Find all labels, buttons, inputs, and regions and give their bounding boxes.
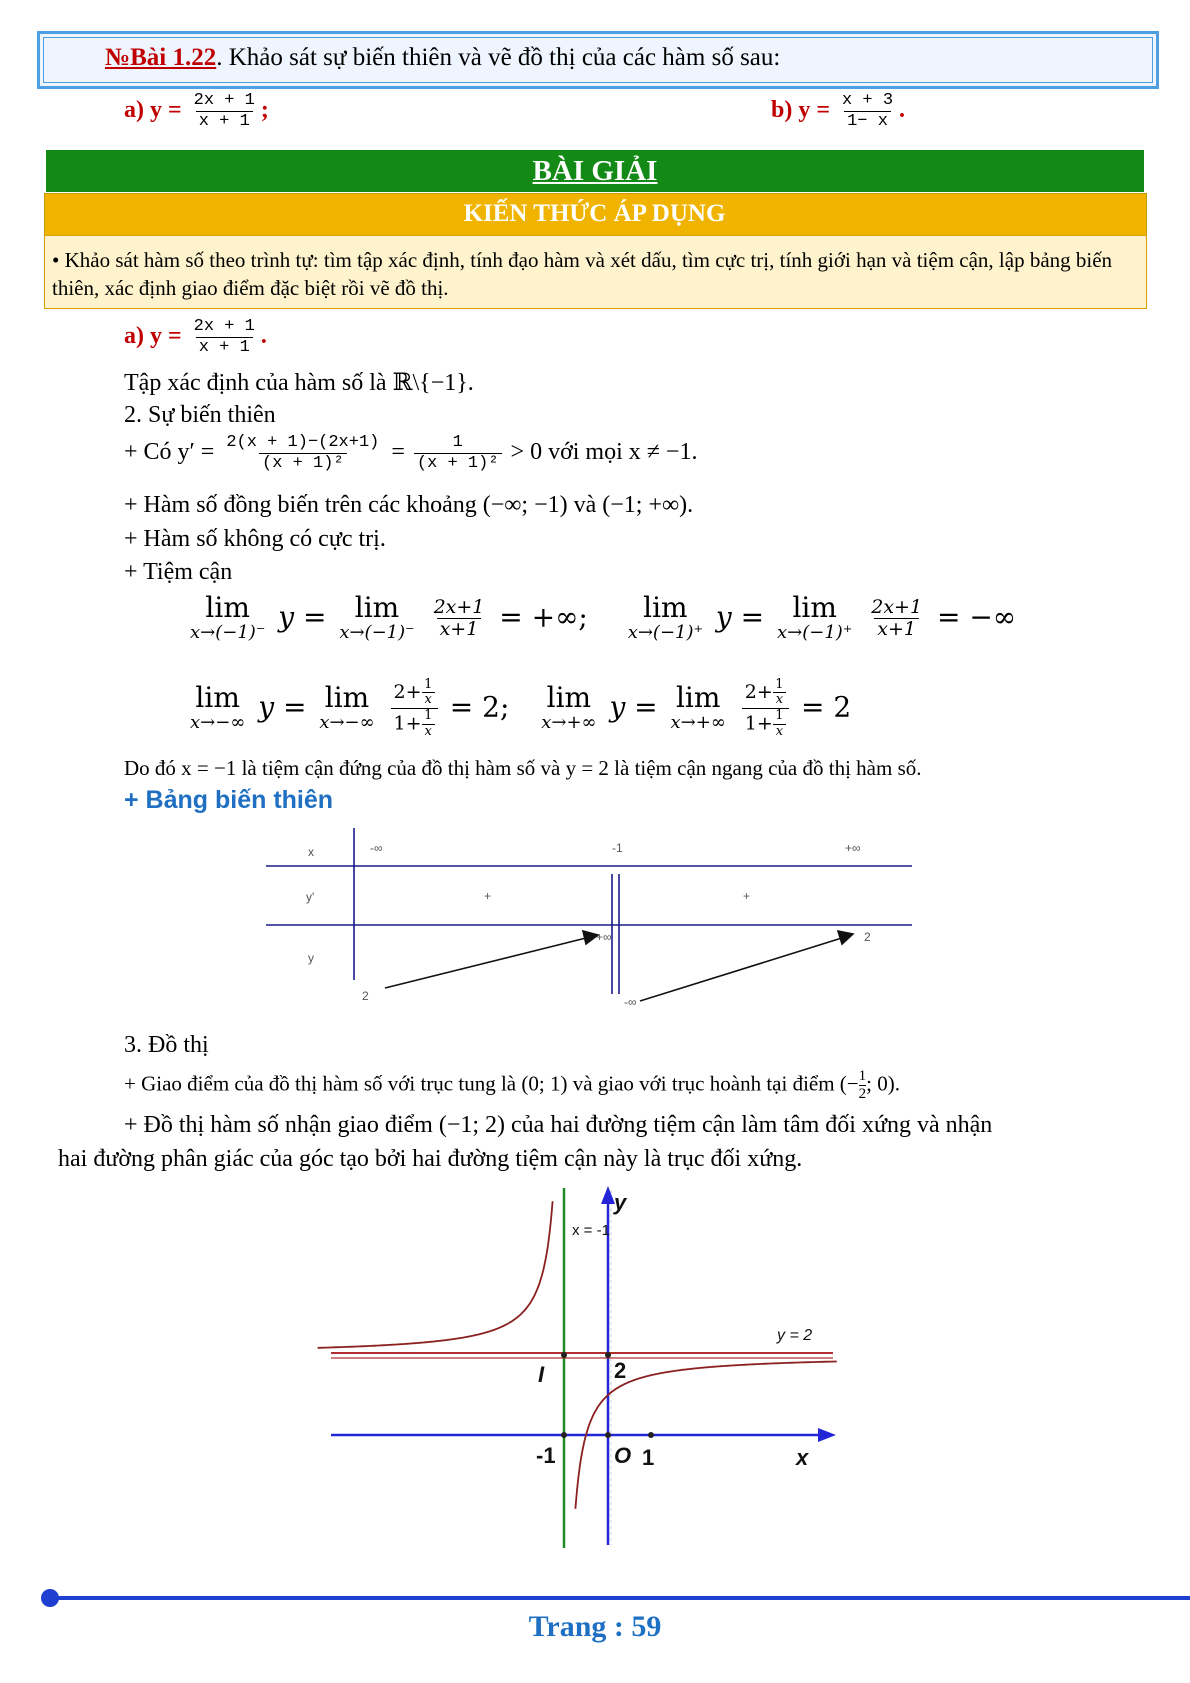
lim-word: lim: [643, 591, 688, 624]
bbt-sign-2: +: [743, 889, 751, 903]
deriv-den: (x + 1)²: [259, 453, 347, 474]
f-num: 2x+1: [433, 595, 485, 618]
symmetry-line-1: + Đồ thị hàm số nhận giao điểm (−1; 2) của hai đường tiệm cận làm tâm đối xứng và nhận: [124, 1112, 993, 1138]
problem-text: . Khảo sát sự biến thiên và vẽ đồ thị của các hàm số sau:: [216, 44, 781, 71]
intersections-post: ; 0).: [866, 1071, 900, 1096]
y-eq: y =: [715, 600, 765, 634]
y-eq: y =: [278, 600, 327, 634]
bbt-x-minf: -∞: [370, 841, 383, 855]
deriv-prefix: + Có y′ =: [124, 439, 215, 466]
bbt-x-pinf: +∞: [845, 841, 861, 855]
domain-line: Tập xác định của hàm số là ℝ\{−1}.: [124, 370, 474, 396]
lim-sub: x→(−1)⁺: [777, 622, 853, 643]
problem-code: №Bài 1.22: [105, 44, 217, 71]
g-frac-den: x: [422, 724, 435, 740]
deriv-eq: =: [391, 439, 405, 466]
lim-sub: x→(−1)⁺: [627, 622, 704, 643]
y-eq: y =: [258, 690, 307, 724]
bbt-y-left-high: +∞: [596, 930, 612, 944]
deriv-num: 2(x + 1)−(2x+1): [226, 433, 380, 452]
label-minus-1: -1: [536, 1443, 556, 1468]
deriv-den2: (x + 1)²: [414, 453, 502, 474]
part-a-den: x + 1: [196, 337, 253, 358]
label-origin: O: [614, 1443, 632, 1468]
g-frac-den: x: [773, 692, 786, 708]
g-frac-den: x: [422, 692, 435, 708]
deriv-suffix: > 0 với mọi x ≠ −1.: [510, 439, 698, 466]
knowledge-title: KIẾN THỨC ÁP DỤNG: [463, 200, 726, 227]
label-1: 1: [642, 1445, 655, 1470]
g-den: 1+: [744, 712, 773, 735]
label-2: 2: [614, 1358, 627, 1383]
lim-sub: x→(−1)⁻: [190, 622, 266, 643]
bbt-x-m1: -1: [612, 841, 623, 855]
problem-b-end: .: [899, 97, 906, 124]
lim-sub: x→(−1)⁻: [339, 622, 415, 643]
y-axis-label: y: [614, 1190, 627, 1215]
symmetry-line-2: hai đường phân giác của góc tạo bởi hai đường tiệm cận này là trục đối xứng.: [58, 1146, 803, 1172]
problem-a-label: a) y =: [124, 97, 182, 124]
part-a-num: 2x + 1: [193, 317, 255, 336]
problem-b-label: b) y =: [771, 97, 831, 124]
knowledge-text: • Khảo sát hàm số theo trình tự: tìm tập xác định, tính đạo hàm và xét dấu, tìm cực trị, tính giới hạn và tiệm cận, lập bảng biến thiên, xác định giao điểm đặc biệt rồi vẽ đồ thị.: [52, 248, 1113, 300]
bbt-title: + Bảng biến thiên: [124, 786, 334, 814]
lim-word: lim: [354, 591, 400, 624]
bbt-row-x: x: [308, 845, 314, 859]
lim-sub: x→−∞: [190, 712, 246, 734]
intersections-pre: + Giao điểm của đồ thị hàm số với trục tung là (0; 1) và giao với trục hoành tại điểm (−: [124, 1071, 859, 1096]
limit-result: = +∞;: [499, 600, 588, 634]
label-I: I: [538, 1362, 545, 1387]
lim-word: lim: [324, 681, 370, 715]
intersections-den: 2: [858, 1086, 867, 1102]
lim-sub: x→+∞: [670, 712, 726, 734]
bbt-y-right-low: -∞: [624, 995, 637, 1009]
g-num: 2+: [744, 681, 773, 704]
x-axis-label: x: [796, 1445, 809, 1470]
y-eq: y =: [609, 690, 658, 724]
section-3-title: 3. Đồ thị: [124, 1032, 209, 1058]
problem-b-den: 1− x: [844, 111, 891, 132]
bbt-y-right-high: 2: [864, 930, 871, 944]
bbt-row-y: y: [308, 951, 314, 965]
bbt-sign-1: +: [484, 889, 492, 903]
problem-a-end: ;: [260, 97, 269, 124]
lim-sub: x→−∞: [319, 712, 375, 734]
monotone-line: + Hàm số đồng biến trên các khoảng (−∞; −1) và (−1; +∞).: [124, 492, 694, 518]
page-number: Trang : 59: [528, 1610, 662, 1643]
part-a-label: a) y =: [124, 323, 182, 350]
part-a-end: .: [260, 323, 267, 350]
deriv-num2: 1: [452, 433, 463, 452]
f-den: x+1: [874, 618, 919, 641]
lim-sub: x→+∞: [541, 712, 597, 734]
lim-word: lim: [195, 681, 240, 715]
problem-a-num: 2x + 1: [193, 91, 255, 110]
solution-title: BÀI GIẢI: [532, 155, 658, 187]
lim-word: lim: [546, 681, 592, 715]
lim-word: lim: [675, 681, 721, 715]
g-num: 2+: [393, 681, 422, 704]
footer-dot-icon: [41, 1589, 59, 1607]
g-frac-num: 1: [775, 677, 784, 692]
f-den: x+1: [437, 618, 482, 641]
bbt-y-left-low: 2: [362, 989, 369, 1003]
section-2-title: 2. Sự biến thiên: [124, 402, 276, 428]
problem-b-num: x + 3: [842, 91, 894, 110]
problem-a-den: x + 1: [196, 111, 253, 132]
conclusion-line: Do đó x = −1 là tiệm cận đứng của đồ thị hàm số và y = 2 là tiệm cận ngang của đồ thị hàm số.: [124, 756, 922, 780]
limit-result: = 2: [801, 690, 852, 724]
vertical-asymptote-label: x = -1: [572, 1222, 610, 1239]
horizontal-asymptote-label: y = 2: [777, 1327, 813, 1344]
f-num: 2x+1: [871, 595, 923, 618]
g-frac-den: x: [773, 724, 786, 740]
limit-result: = −∞: [936, 600, 1017, 634]
g-den: 1+: [393, 712, 422, 735]
g-frac-num: 1: [775, 708, 784, 724]
lim-word: lim: [792, 591, 837, 624]
lim-word: lim: [205, 591, 250, 624]
limit-result: = 2;: [449, 690, 510, 724]
g-frac-num: 1: [424, 677, 433, 692]
bbt-row-yp: y': [306, 890, 315, 904]
g-frac-num: 1: [424, 708, 433, 724]
extrema-line: + Hàm số không có cực trị.: [124, 526, 386, 552]
intersections-num: 1: [858, 1068, 867, 1084]
asymptote-heading: + Tiệm cận: [124, 559, 233, 585]
